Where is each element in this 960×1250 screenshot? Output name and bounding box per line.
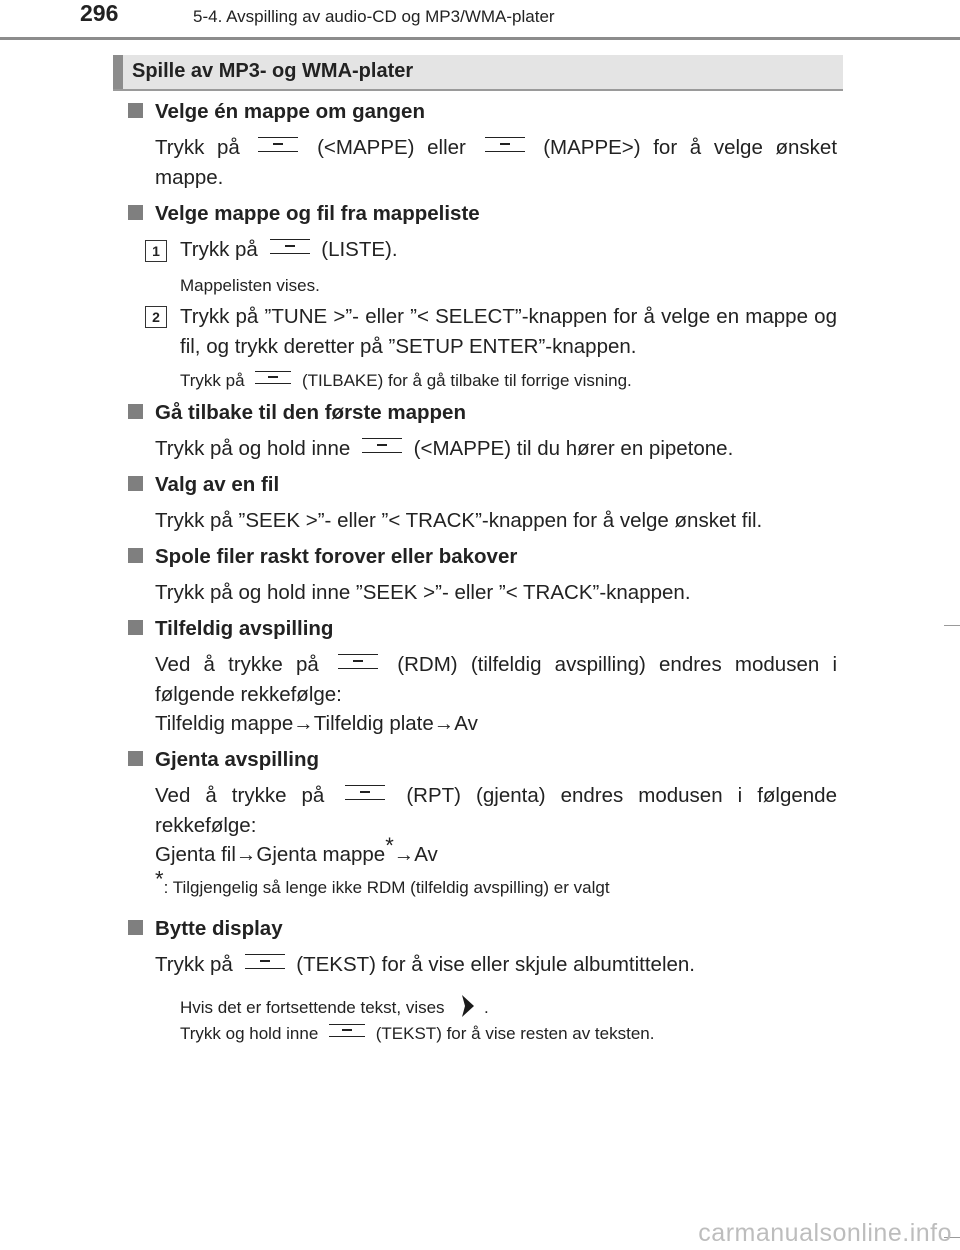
- list-button-icon: [270, 239, 310, 254]
- watermark: carmanualsonline.info: [698, 1219, 952, 1247]
- folder-down-button-icon: [362, 438, 402, 453]
- text: Trykk på: [180, 371, 245, 390]
- heading-text: Bytte display: [155, 917, 283, 940]
- footnote: [155, 866, 610, 898]
- repeat-button-icon: [345, 785, 385, 800]
- paragraph-random: [155, 650, 837, 710]
- step2-note: [180, 371, 632, 391]
- bullet-square-icon: [128, 476, 143, 491]
- heading-repeat: [128, 748, 319, 772]
- text: (RDM) (tilfeldig avspilling) endres modusen i følgende rekkefølge:: [155, 653, 838, 706]
- paragraph-select-folder: [155, 133, 837, 193]
- text-button-icon: [329, 1024, 365, 1037]
- step1-note: Mappelisten vises.: [180, 276, 320, 295]
- text: (<MAPPE) eller: [317, 136, 466, 159]
- text: Ved å trykke på: [155, 653, 319, 676]
- asterisk: *: [155, 866, 164, 892]
- display-note-1: [180, 995, 489, 1018]
- heading-display: [128, 917, 283, 941]
- display-note-2: [180, 1024, 654, 1044]
- text: Trykk og hold inne: [180, 1024, 319, 1043]
- text: Gjenta fil→Gjenta mappe: [155, 843, 386, 866]
- chapter-title: 5-4. Avspilling av audio-CD og MP3/WMA-plater: [193, 7, 555, 26]
- heading-text: Gå tilbake til den første mappen: [155, 401, 466, 424]
- paragraph-fast-forward: Trykk på og hold inne ”SEEK >”- eller ”< TRACK”-knappen.: [155, 581, 691, 604]
- text: (TEKST) for å vise eller skjule albumtittelen.: [296, 953, 695, 976]
- text: Trykk på og hold inne: [155, 437, 351, 460]
- asterisk: *: [385, 833, 394, 859]
- heading-text: Spole filer raskt forover eller bakover: [155, 545, 518, 568]
- repeat-sequence: [155, 833, 837, 870]
- random-sequence: Tilfeldig mappe→Tilfeldig plate→Av: [155, 712, 478, 735]
- text: (<MAPPE) til du hører en pipetone.: [413, 437, 734, 460]
- text: Trykk på: [180, 238, 258, 261]
- page-number: 296: [80, 0, 119, 26]
- heading-text: Tilfeldig avspilling: [155, 617, 334, 640]
- folder-up-button-icon: [485, 137, 525, 152]
- heading-random: [128, 617, 333, 641]
- text: (RPT) (gjenta) endres modusen i følgende rekkefølge:: [155, 784, 837, 837]
- bullet-square-icon: [128, 404, 143, 419]
- bullet-square-icon: [128, 103, 143, 118]
- step2-text: Trykk på ”TUNE >”- eller ”< SELECT”-knappen for å velge en mappe og fil, og trykk deretter på ”SETUP ENTER”-knappen.: [180, 305, 837, 358]
- heading-text: Velge mappe og fil fra mappeliste: [155, 202, 480, 225]
- text: (MAPPE>) for å velge ønsket mappe.: [155, 136, 838, 189]
- text: Trykk på: [155, 136, 240, 159]
- heading-first-folder: [128, 401, 466, 425]
- random-button-icon: [338, 654, 378, 669]
- heading-fast-forward: [128, 545, 517, 569]
- paragraph-repeat: [155, 781, 837, 841]
- bullet-square-icon: [128, 205, 143, 220]
- heading-select-file: [128, 473, 279, 497]
- margin-tick: [944, 625, 960, 626]
- heading-folder-list: [128, 202, 480, 226]
- text: (TILBAKE) for å gå tilbake til forrige visning.: [302, 371, 632, 390]
- footnote-text: : Tilgjengelig så lenge ikke RDM (tilfeldig avspilling) er valgt: [163, 878, 610, 897]
- back-button-icon: [255, 371, 291, 384]
- text: .: [484, 998, 489, 1017]
- bullet-square-icon: [128, 620, 143, 635]
- text: →Av: [393, 843, 438, 866]
- bullet-square-icon: [128, 548, 143, 563]
- paragraph-select-file: Trykk på ”SEEK >”- eller ”< TRACK”-knappen for å velge ønsket fil.: [155, 509, 763, 532]
- step-number: 2: [145, 306, 167, 328]
- continue-arrow-icon: [461, 995, 475, 1017]
- bullet-square-icon: [128, 920, 143, 935]
- step-number: 1: [145, 240, 167, 262]
- text: Hvis det er fortsettende tekst, vises: [180, 998, 445, 1017]
- text: Ved å trykke på: [155, 784, 325, 807]
- text: Trykk på: [155, 953, 233, 976]
- heading-select-folder: [128, 100, 425, 124]
- heading-text: Velge én mappe om gangen: [155, 100, 425, 123]
- text: (LISTE).: [321, 238, 398, 261]
- section-header: [113, 55, 843, 91]
- paragraph-display: [155, 950, 837, 980]
- section-accent: [113, 55, 123, 89]
- bullet-square-icon: [128, 751, 143, 766]
- text-button-icon: [245, 954, 285, 969]
- step1-text: [180, 235, 837, 265]
- paragraph-first-folder: [155, 434, 837, 464]
- heading-text: Gjenta avspilling: [155, 748, 320, 771]
- heading-text: Valg av en fil: [155, 473, 280, 496]
- text: (TEKST) for å vise resten av teksten.: [375, 1024, 655, 1043]
- folder-down-button-icon: [258, 137, 298, 152]
- section-title: Spille av MP3- og WMA-plater: [132, 60, 414, 82]
- header-rule: [0, 37, 960, 40]
